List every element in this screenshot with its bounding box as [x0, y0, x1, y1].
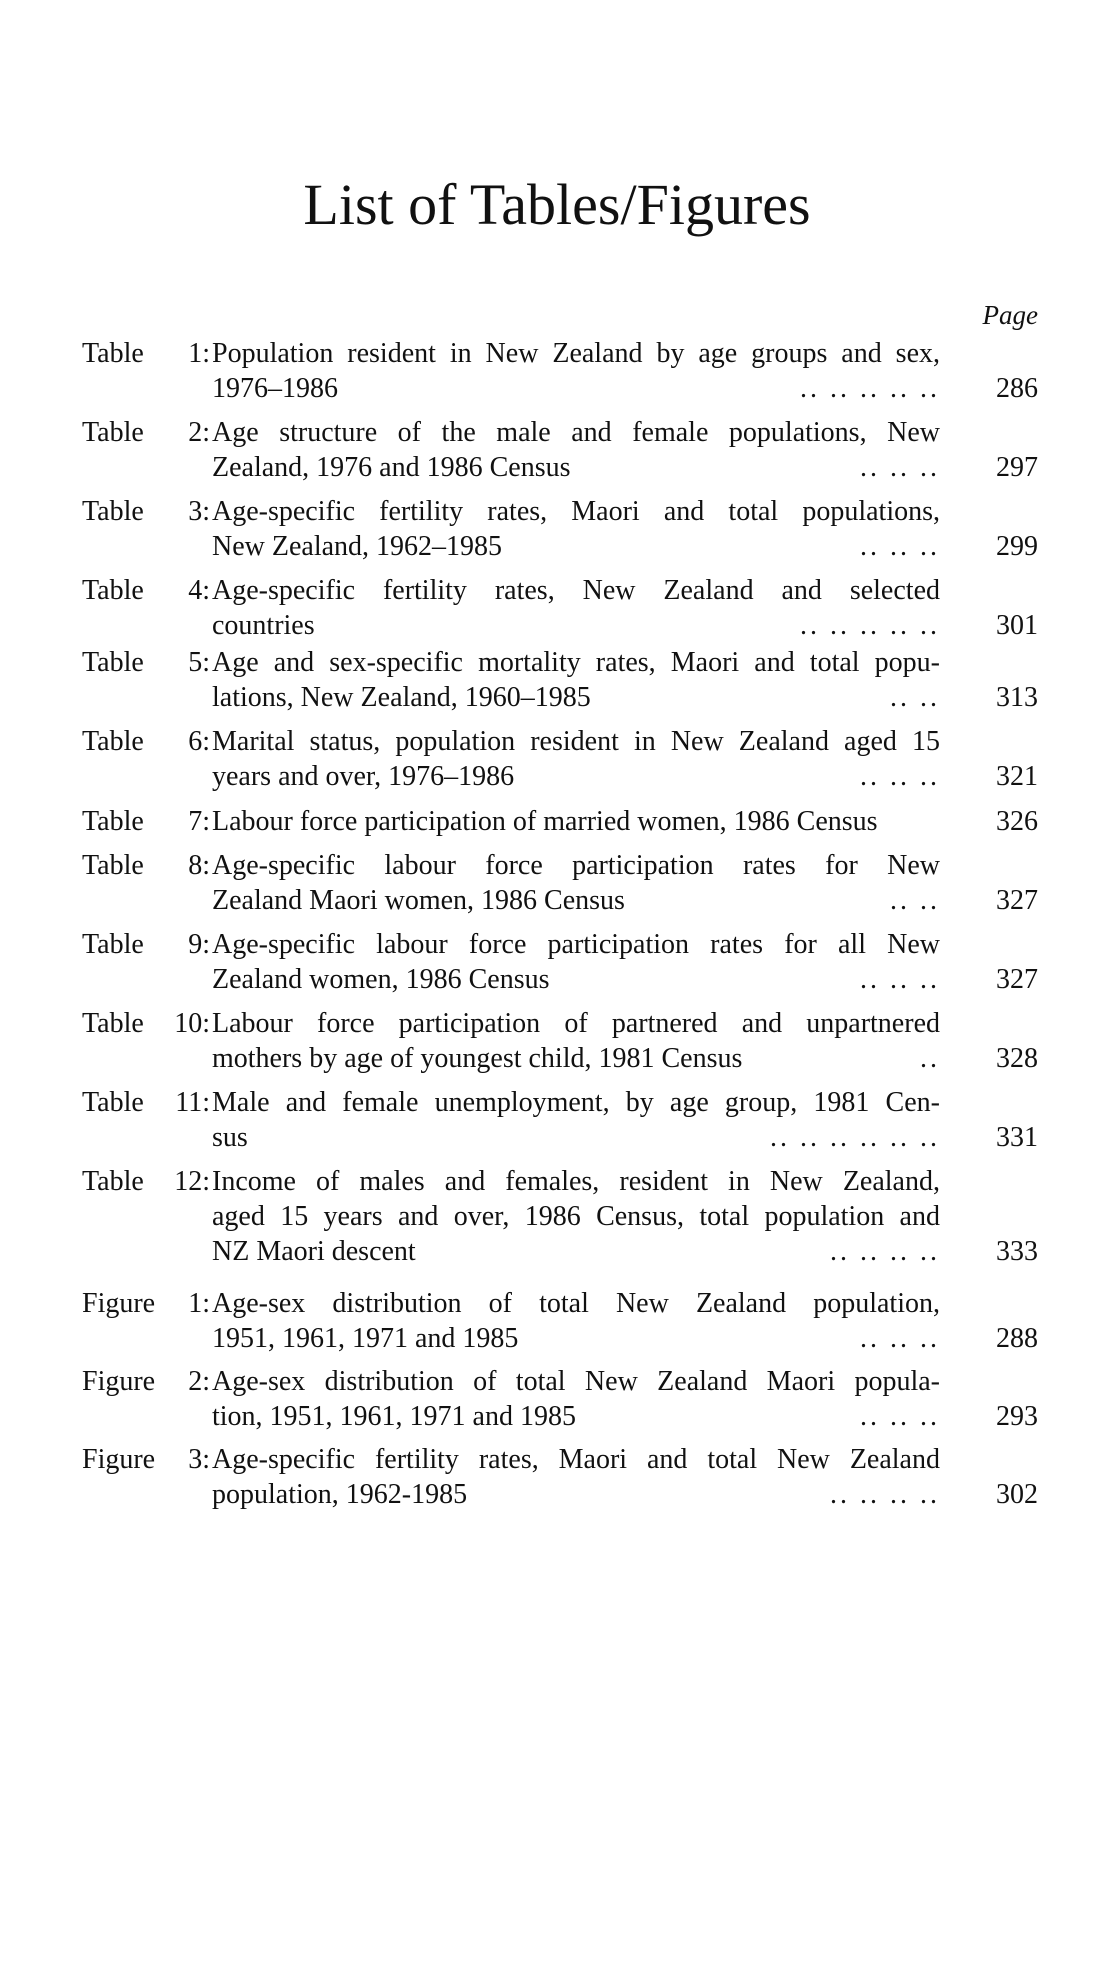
entry-number: 2:	[188, 417, 210, 448]
entry-number: 5:	[188, 647, 210, 678]
entry-title-line: sus	[212, 1122, 248, 1153]
dot-leader: .. .. .. .. ..	[800, 373, 940, 404]
entry-title-line: mothers by age of youngest child, 1981 Census	[212, 1043, 743, 1074]
entry-title-line: Age structure of the male and female populations, New	[212, 417, 940, 448]
entry-kind: Table	[82, 1166, 144, 1197]
entry-number: 8:	[188, 850, 210, 881]
entry-kind: Table	[82, 338, 144, 369]
entry-number: 1:	[188, 338, 210, 369]
entry-number: 3:	[188, 496, 210, 527]
entry-title-line: tion, 1951, 1961, 1971 and 1985	[212, 1401, 576, 1432]
dot-leader: .. .. ..	[860, 531, 940, 562]
entry-number: 2:	[188, 1366, 210, 1397]
entry-title-line: population, 1962-1985	[212, 1479, 468, 1510]
dot-leader: .. .. ..	[860, 452, 940, 483]
entry-kind: Table	[82, 1087, 144, 1118]
entry-kind: Table	[82, 496, 144, 527]
entry-title-line: 1951, 1961, 1971 and 1985	[212, 1323, 519, 1354]
entry-title-line: Marital status, population resident in New Zealand aged 15	[212, 726, 940, 757]
dot-leader: .. .. ..	[860, 1323, 940, 1354]
entry-title-line: Zealand, 1976 and 1986 Census	[212, 452, 571, 483]
entry-title-line: Labour force participation of married women, 1986 Census	[212, 806, 878, 837]
entry-page-number: 297	[996, 452, 1038, 483]
entry-title-line: New Zealand, 1962–1985	[212, 531, 503, 562]
entry-title-line: Male and female unemployment, by age group, 1981 Cen-	[212, 1087, 940, 1118]
dot-leader: .. .. .. ..	[830, 1479, 940, 1510]
entry-kind: Table	[82, 575, 144, 606]
entry-title-line: Zealand women, 1986 Census	[212, 964, 550, 995]
entry-title-line: lations, New Zealand, 1960–1985	[212, 682, 591, 713]
entry-title-line: aged 15 years and over, 1986 Census, total population and	[212, 1201, 940, 1232]
entry-kind: Table	[82, 647, 144, 678]
entry-kind: Figure	[82, 1366, 156, 1397]
entry-page-number: 333	[996, 1236, 1038, 1267]
entry-page-number: 301	[996, 610, 1038, 641]
entry-kind: Figure	[82, 1288, 156, 1319]
dot-leader: .. .. ..	[860, 761, 940, 792]
entry-title-line: Age and sex-specific mortality rates, Maori and total popu-	[212, 647, 940, 678]
entry-page-number: 299	[996, 531, 1038, 562]
entry-title-line: Age-specific labour force participation rates for all New	[212, 929, 940, 960]
entry-title-line: Population resident in New Zealand by age groups and sex,	[212, 338, 940, 369]
entry-title-line: Income of males and females, resident in New Zealand,	[212, 1166, 940, 1197]
entry-title-line: Age-specific fertility rates, Maori and total New Zealand	[212, 1444, 940, 1475]
entry-number: 7:	[188, 806, 210, 837]
entry-title-line: Age-specific labour force participation rates for New	[212, 850, 940, 881]
entry-page-number: 328	[996, 1043, 1038, 1074]
dot-leader: .. .. ..	[860, 964, 940, 995]
entry-page-number: 331	[996, 1122, 1038, 1153]
entry-page-number: 327	[996, 964, 1038, 995]
entry-number: 10:	[174, 1008, 210, 1039]
entry-kind: Table	[82, 726, 144, 757]
entry-title-line: NZ Maori descent	[212, 1236, 416, 1267]
entry-page-number: 286	[996, 373, 1038, 404]
dot-leader: .. .. .. .. .. ..	[770, 1122, 940, 1153]
entry-kind: Figure	[82, 1444, 156, 1475]
entry-page-number: 293	[996, 1401, 1038, 1432]
entry-kind: Table	[82, 1008, 144, 1039]
entry-page-number: 288	[996, 1323, 1038, 1354]
entry-title-line: Zealand Maori women, 1986 Census	[212, 885, 625, 916]
entry-page-number: 321	[996, 761, 1038, 792]
dot-leader: .. .. .. ..	[830, 1236, 940, 1267]
entry-number: 6:	[188, 726, 210, 757]
dot-leader: ..	[920, 1043, 940, 1074]
entry-number: 11:	[175, 1087, 210, 1118]
entry-page-number: 326	[996, 806, 1038, 837]
entry-title-line: Labour force participation of partnered and unpartnered	[212, 1008, 940, 1039]
entry-number: 4:	[188, 575, 210, 606]
page-title: List of Tables/Figures	[303, 172, 811, 237]
entry-kind: Table	[82, 850, 144, 881]
entry-title-line: Age-sex distribution of total New Zealand population,	[212, 1288, 940, 1319]
entry-title-line: 1976–1986	[212, 373, 338, 404]
entry-number: 1:	[188, 1288, 210, 1319]
entry-number: 12:	[174, 1166, 210, 1197]
dot-leader: .. .. .. .. ..	[800, 610, 940, 641]
dot-leader: .. .. ..	[860, 1401, 940, 1432]
page-column-header: Page	[982, 300, 1038, 330]
entry-kind: Table	[82, 929, 144, 960]
dot-leader: .. ..	[890, 885, 940, 916]
entry-page-number: 313	[996, 682, 1038, 713]
entry-title-line: years and over, 1976–1986	[212, 761, 515, 792]
entry-kind: Table	[82, 806, 144, 837]
entry-number: 3:	[188, 1444, 210, 1475]
dot-leader: .. ..	[890, 682, 940, 713]
entry-title-line: Age-sex distribution of total New Zealand Maori popula-	[212, 1366, 940, 1397]
entry-kind: Table	[82, 417, 144, 448]
entry-title-line: Age-specific fertility rates, Maori and total populations,	[212, 496, 940, 527]
entry-page-number: 302	[996, 1479, 1038, 1510]
entry-page-number: 327	[996, 885, 1038, 916]
entry-title-line: Age-specific fertility rates, New Zealand and selected	[212, 575, 940, 606]
entry-title-line: countries	[212, 610, 315, 641]
entry-number: 9:	[188, 929, 210, 960]
